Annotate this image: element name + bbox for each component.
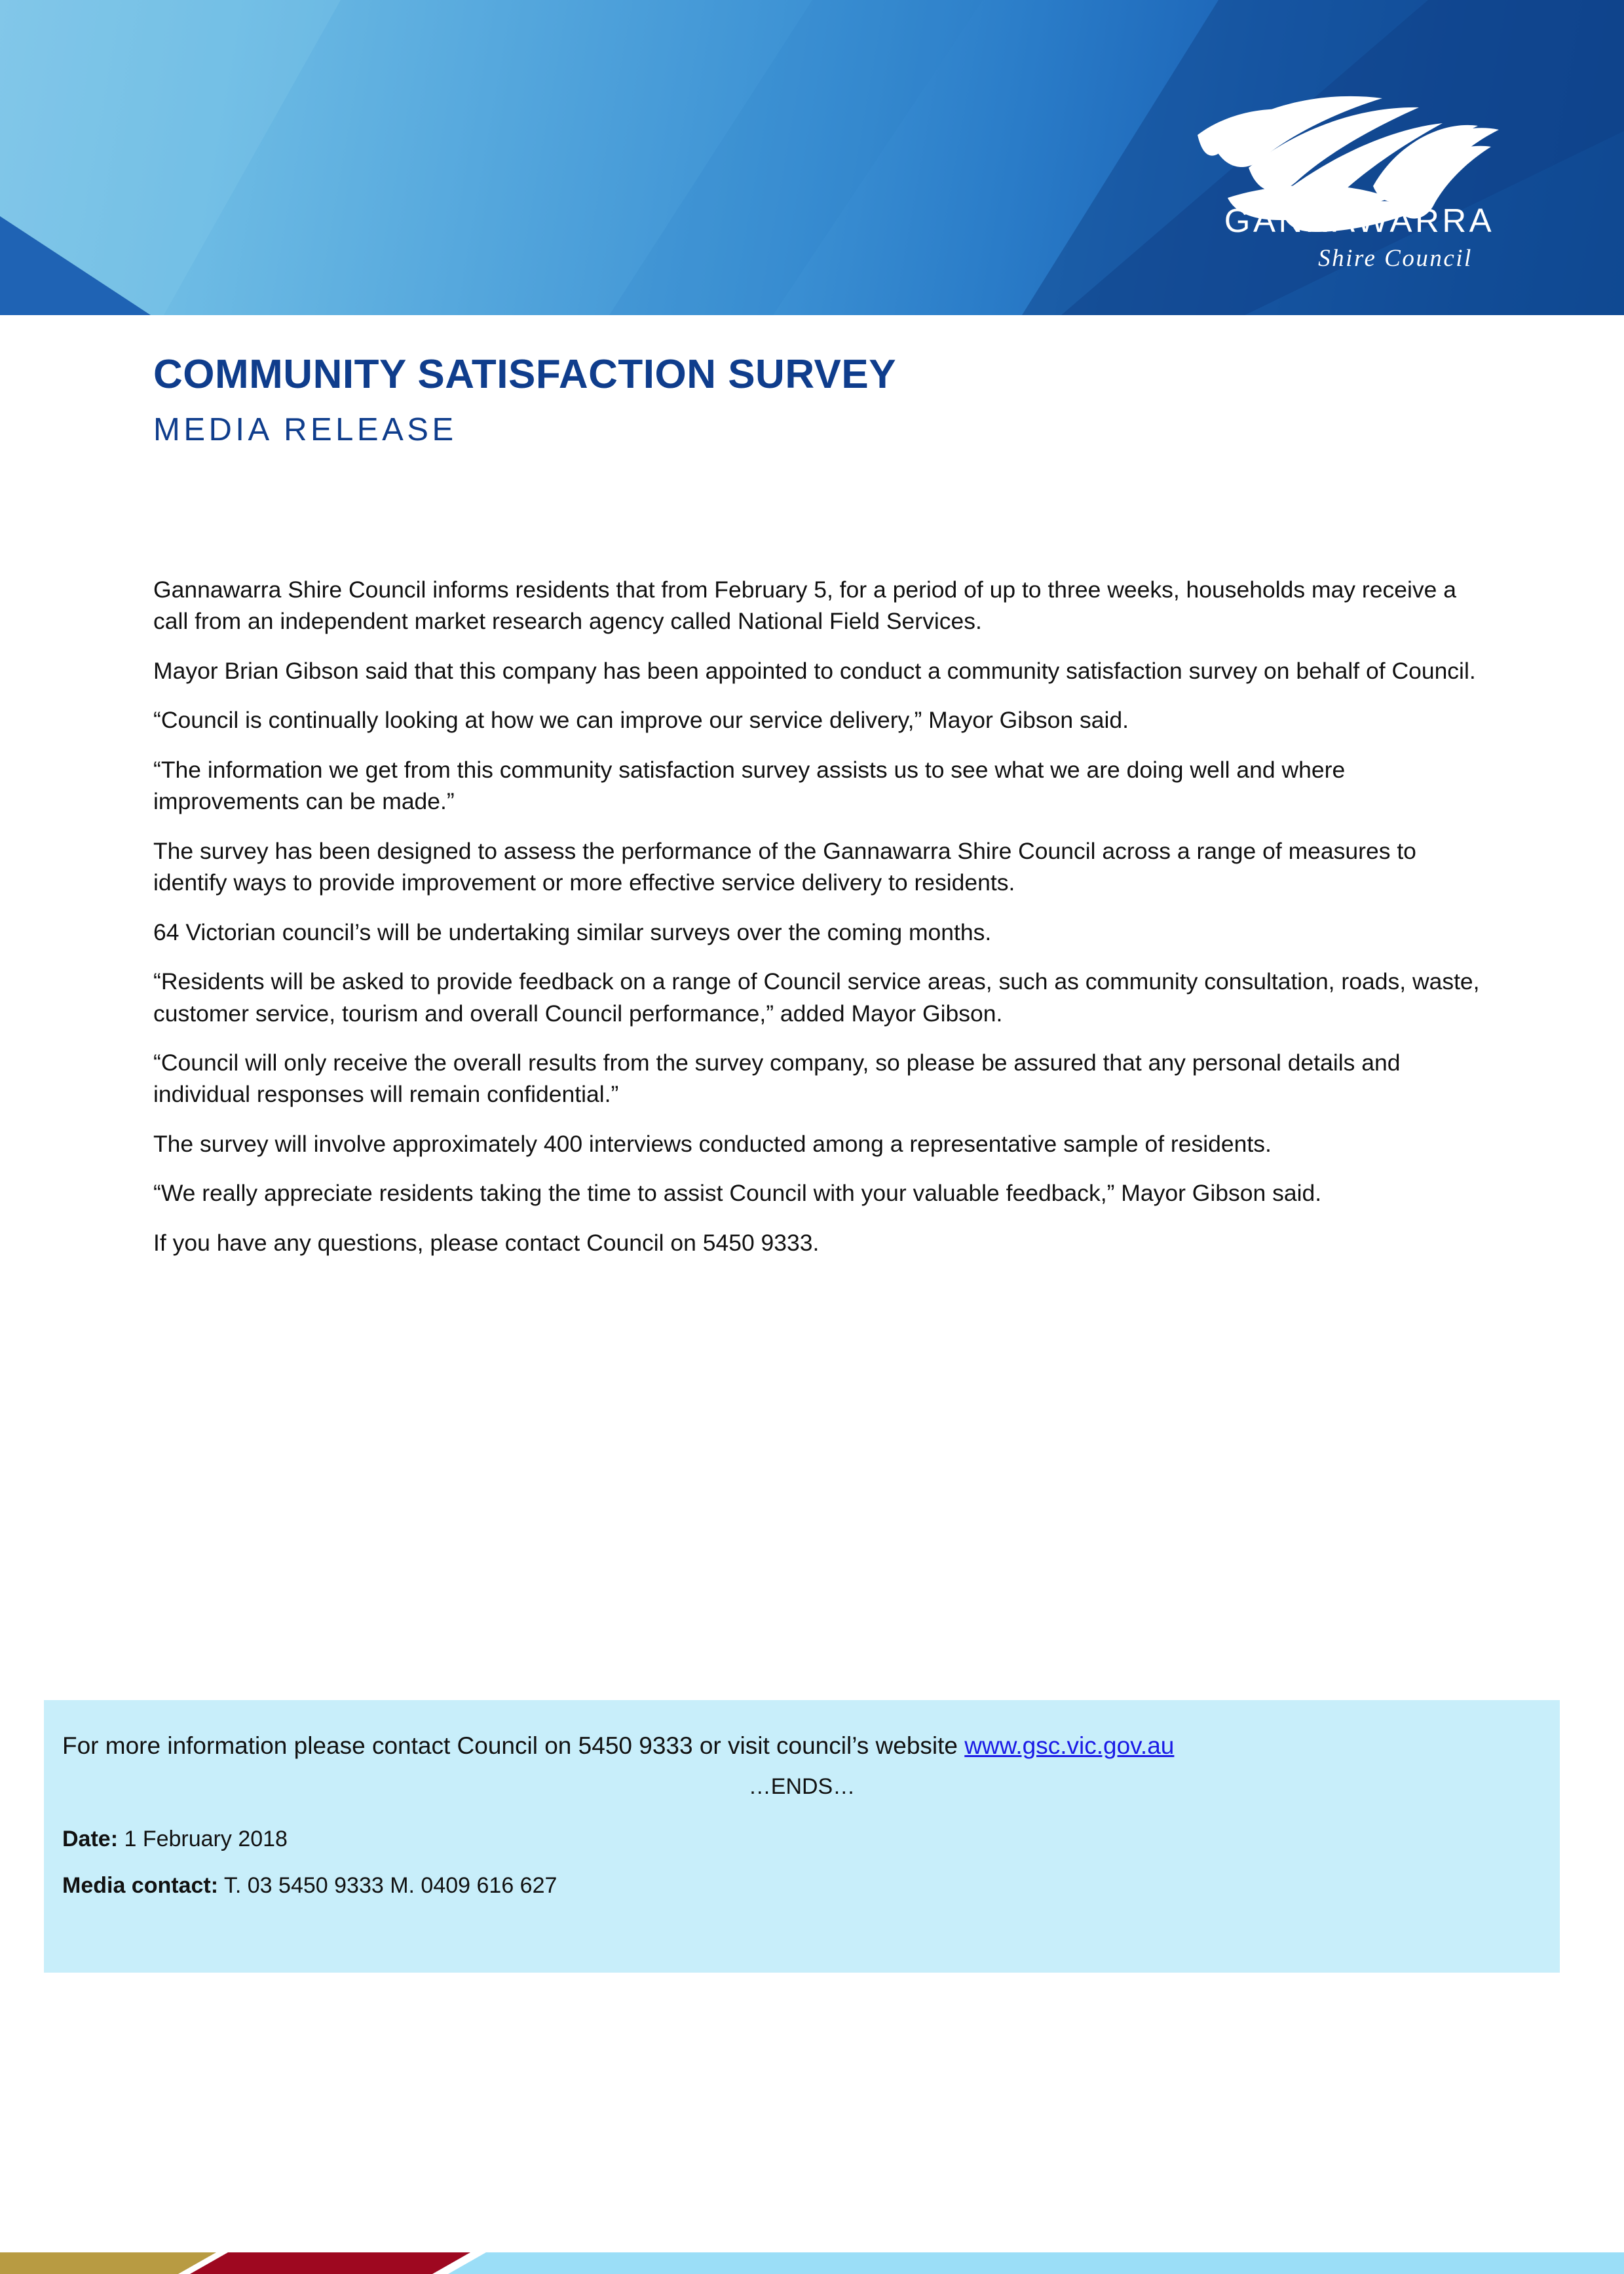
media-contact-value: T. 03 5450 9333 M. 0409 616 627	[218, 1873, 557, 1899]
contact-panel	[44, 1700, 1560, 1973]
paragraph: If you have any questions, please contact Council on 5450 9333.	[153, 1229, 820, 1256]
logo-org-sub: Shire Council	[1318, 245, 1473, 272]
date-value: 1 February 2018	[118, 1827, 288, 1852]
paragraph: “The information we get from this community satisfaction survey assists us to see what we are doing well and where improvements can be made.”	[153, 756, 1346, 815]
gannawarra-logo	[1186, 58, 1533, 274]
header-banner	[0, 0, 1624, 315]
paragraph: The survey will involve approximately 400 interviews conducted among a representative sample of residents.	[153, 1130, 1272, 1157]
red-parallelogram	[190, 2252, 470, 2274]
paragraph: The survey has been designed to assess the performance of the Gannawarra Shire Council across a range of measures to identify ways to provide improvement or more effective service delivery to residents.	[153, 837, 1416, 896]
contact-info-text: For more information please contact Council on 5450 9333 or visit council’s website	[62, 1732, 965, 1759]
paragraph: 64 Victorian council’s will be undertaking similar surveys over the coming months.	[153, 919, 992, 945]
paragraph: “Council will only receive the overall results from the survey company, so please be assured that any personal details and individual responses will remain confidential.”	[153, 1049, 1401, 1108]
paragraph: Mayor Brian Gibson said that this company has been appointed to conduct a community satisfaction survey on behalf of Council.	[153, 657, 1476, 684]
lightblue-parallelogram	[448, 2252, 1624, 2274]
page-title: COMMUNITY SATISFACTION SURVEY	[153, 352, 897, 397]
title-block	[153, 353, 1463, 448]
logo-org-name: GANNAWARRA	[1224, 202, 1495, 239]
footer-strip	[0, 2201, 1624, 2274]
footer-decorative-shapes	[0, 2201, 1624, 2274]
council-website-link[interactable]: www.gsc.vic.gov.au	[964, 1732, 1175, 1759]
date-label: Date:	[62, 1827, 119, 1852]
gold-parallelogram	[0, 2252, 216, 2274]
logo-wordmark	[1224, 202, 1494, 272]
ends-marker: …ENDS…	[748, 1774, 856, 1800]
release-date	[62, 1825, 1541, 1853]
paragraph: “Council is continually looking at how we can improve our service delivery,” Mayor Gibson said.	[153, 707, 1129, 734]
media-contact-label: Media contact:	[62, 1873, 219, 1899]
paragraph: “Residents will be asked to provide feedback on a range of Council service areas, such as community consultation, roads, waste, customer service, tourism and overall Council performance,” added Mayor Gibson.	[153, 968, 1480, 1027]
media-contact	[62, 1871, 1541, 1900]
contact-info-line	[62, 1730, 1541, 1762]
paragraph: “We really appreciate residents taking the time to assist Council with your valuable feedback,” Mayor Gibson said.	[153, 1180, 1322, 1207]
article-content	[153, 574, 1483, 1259]
page-subtitle: MEDIA RELEASE	[153, 412, 457, 448]
paragraph: Gannawarra Shire Council informs residents that from February 5, for a period of up to three weeks, households may receive a call from an independent market research agency called National Field Services.	[153, 577, 1456, 635]
